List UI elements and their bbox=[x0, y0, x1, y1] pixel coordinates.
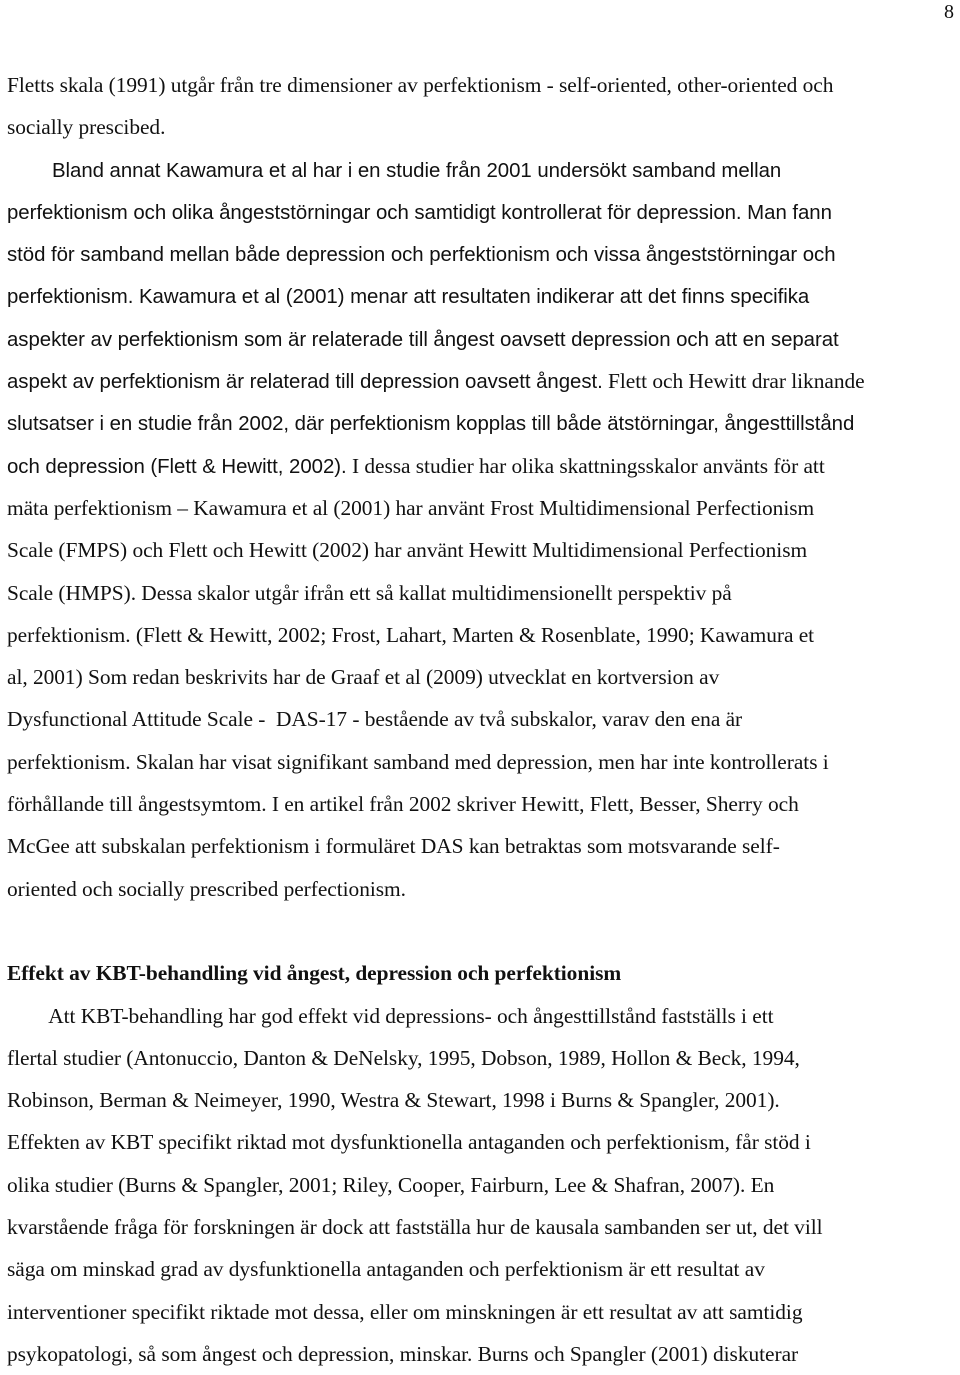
text-segment: Dysfunctional Attitude Scale - DAS-17 - bestående av två subskalor, varav den ena är bbox=[7, 707, 743, 732]
text-line bbox=[7, 1333, 953, 1375]
text-line bbox=[7, 106, 953, 148]
text-line bbox=[7, 952, 953, 994]
text-segment: mäta perfektionism – Kawamura et al (2001) har använt Frost Multidimensional Perfectionism bbox=[7, 495, 815, 520]
text-line bbox=[7, 741, 953, 783]
text-segment: flertal studier (Antonuccio, Danton & DeNelsky, 1995, Dobson, 1989, Hollon & Beck, 1994, bbox=[7, 1045, 800, 1070]
text-segment: I dessa studier har olika skattningsskalor använts för att bbox=[346, 453, 825, 478]
text-line bbox=[7, 995, 953, 1037]
page-number: 8 bbox=[944, 1, 954, 23]
text-line bbox=[7, 572, 953, 614]
text-segment: McGee att subskalan perfektionism i formuläret DAS kan betraktas som motsvarande self- bbox=[7, 834, 780, 859]
text-segment: Bland annat Kawamura et al har i en studie från 2001 undersökt samband mellan bbox=[7, 158, 782, 182]
body-text bbox=[7, 64, 957, 1375]
text-line bbox=[7, 445, 953, 487]
text-segment: Att KBT-behandling har god effekt vid depressions- och ångesttillstånd fastställs i ett bbox=[7, 1003, 774, 1028]
text-segment: och depression (Flett & Hewitt, 2002). bbox=[7, 454, 347, 478]
text-line bbox=[7, 656, 953, 698]
text-segment: perfektionism. Skalan har visat signifikant samband med depression, men har inte kontrollerats i bbox=[7, 749, 829, 774]
text-line bbox=[7, 1291, 953, 1333]
text-line bbox=[7, 64, 953, 106]
text-line bbox=[7, 360, 953, 402]
text-line bbox=[7, 910, 953, 952]
text-line bbox=[7, 318, 953, 360]
text-segment: olika studier (Burns & Spangler, 2001; Riley, Cooper, Fairburn, Lee & Shafran, 2007). En bbox=[7, 1172, 775, 1197]
text-segment: aspekt av perfektionism är relaterad till depression oavsett ångest. bbox=[7, 370, 603, 394]
text-segment: perfektionism och olika ångeststörningar och samtidigt kontrollerat för depression. bbox=[7, 200, 742, 224]
text-segment: Flett och Hewitt drar liknande bbox=[602, 369, 865, 394]
text-segment: Fletts skala (1991) utgår från tre dimensioner av perfektionism - self-oriented, other-oriented och bbox=[7, 73, 834, 97]
text-segment: al, 2001) Som redan beskrivits har de Graaf et al (2009) utvecklat en kortversion av bbox=[7, 665, 720, 690]
text-line bbox=[7, 1206, 953, 1248]
text-segment: Man fann bbox=[741, 200, 832, 224]
text-line bbox=[7, 1037, 953, 1079]
text-line bbox=[7, 783, 953, 825]
text-line bbox=[7, 233, 953, 275]
text-line bbox=[7, 698, 953, 740]
text-segment: kvarstående fråga för forskningen är dock att fastställa hur de kausala sambanden ser ut, det vill bbox=[7, 1215, 823, 1240]
text-segment: slutsatser i en studie från 2002, där perfektionism kopplas till både ätstörningar, ångesttillstånd bbox=[7, 412, 855, 436]
text-line bbox=[7, 1121, 953, 1163]
section-heading: Effekt av KBT-behandling vid ångest, depression och perfektionism bbox=[7, 961, 622, 986]
text-segment: stöd för samband mellan både depression och perfektionism och vissa ångeststörningar och bbox=[7, 243, 836, 267]
text-line bbox=[7, 1079, 953, 1121]
text-line bbox=[7, 529, 953, 571]
text-segment: förhållande till ångestsymtom. I en artikel från 2002 skriver Hewitt, Flett, Besser, Sherry och bbox=[7, 792, 799, 817]
text-line bbox=[7, 614, 953, 656]
text-segment: Effekten av KBT specifikt riktad mot dysfunktionella antaganden och perfektionism, får stöd i bbox=[7, 1130, 811, 1155]
text-segment: socially prescibed. bbox=[7, 115, 166, 140]
text-line bbox=[7, 149, 953, 191]
text-line bbox=[7, 275, 953, 317]
text-segment: perfektionism. (Flett & Hewitt, 2002; Frost, Lahart, Marten & Rosenblate, 1990; Kawamura et bbox=[7, 622, 815, 647]
text-segment: Robinson, Berman & Neimeyer, 1990, Westra & Stewart, 1998 i Burns & Spangler, 2001). bbox=[7, 1088, 780, 1113]
text-segment: Scale (HMPS). Dessa skalor utgår ifrån ett så kallat multidimensionellt perspektiv på bbox=[7, 580, 732, 605]
text-line bbox=[7, 868, 953, 910]
text-line bbox=[7, 1164, 953, 1206]
text-segment: psykopatologi, så som ångest och depression, minskar. Burns och Spangler (2001) diskuterar bbox=[7, 1341, 799, 1366]
text-line bbox=[7, 191, 953, 233]
text-segment: aspekter av perfektionism som är relaterade till ångest oavsett depression och att en separat bbox=[7, 327, 839, 351]
text-line bbox=[7, 402, 953, 444]
text-line bbox=[7, 487, 953, 529]
text-segment: oriented och socially prescribed perfectionism. bbox=[7, 876, 406, 901]
text-segment: säga om minskad grad av dysfunktionella antaganden och perfektionism är ett resultat av bbox=[7, 1257, 765, 1282]
text-line bbox=[7, 825, 953, 867]
text-segment: perfektionism. bbox=[7, 285, 134, 309]
text-line bbox=[7, 1248, 953, 1290]
text-segment: interventioner specifikt riktade mot dessa, eller om minskningen är ett resultat av att samtidig bbox=[7, 1299, 803, 1324]
text-segment: Scale (FMPS) och Flett och Hewitt (2002) har använt Hewitt Multidimensional Perfectionism bbox=[7, 538, 808, 563]
text-segment: Kawamura et al (2001) menar att resultaten indikerar att det finns specifika bbox=[133, 285, 810, 309]
